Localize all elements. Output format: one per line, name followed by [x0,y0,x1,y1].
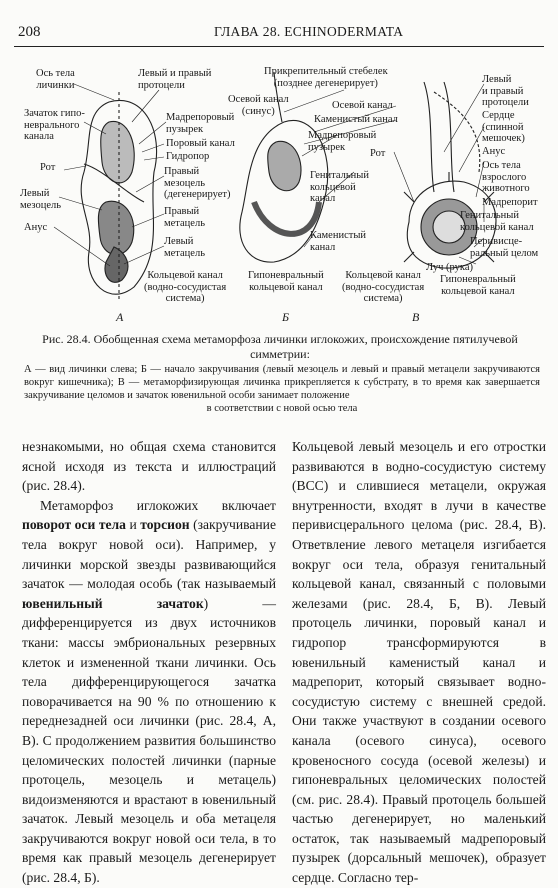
p2-mid: (закручивание тела вокруг новой оси). Например, у личинки морской звезды развивающийся зачаток — молодая особь (так называемый [22,517,276,592]
label-a-zachatok: Зачаток гипо- неврального канала [24,108,85,142]
label-b-giponevralny: Гипоневральный кольцевой канал [248,270,324,293]
label-a-protoceli: Левый и правый протоцели [138,68,212,91]
figure-caption: Рис. 28.4. Обобщенная схема метаморфоза личинки иглокожих, происхождение пятилучевой симметрии: [42,332,518,361]
label-c-rot: Рот [370,148,386,159]
label-c-serdce: Сердце (спинной мешочек) [482,110,525,144]
panel-letter-c: В [412,310,420,324]
panel-letter-b: Б [282,310,290,324]
panel-letter-a: А [116,310,124,324]
header-rule [14,46,544,47]
label-b-madreporovy: Мадрепоровый пузырек [308,130,377,153]
paragraph-1: незнакомыми, но общая схема становится ясной исходя из текста и иллюстраций (рис. 28.4). [22,439,276,494]
label-a-levy-metacel: Левый метацель [164,236,205,259]
label-c-genitalny: Генитальный кольцевой канал [460,210,534,233]
label-b-kamenisty: Каменистый канал [314,114,398,125]
page-number: 208 [18,24,41,40]
label-a-madreporovy: Мадрепоровый пузырек [166,112,235,135]
right-column [292,437,546,888]
p2-end: ) — дифференцируется из двух источников ткани: массы эмбриональных резервных клеток и измененной ткани личинки. Ось тела дифференцирующегося зачатка поворачивается на 90 % по отношению к переднезадней оси личинки (рис. 28.4, А, В). С продолжением развития большинство целомических полостей личинки (парные протоцель, мезоцель и метацель) видоизменяются и врастают в ювенильный зачаток. Левый мезоцель и оба метацеля закручиваются вокруг новой оси тела, в то время как правый мезоцель дегенерирует (рис. 28.4, Б). [22,595,276,886]
p2-start: Метаморфоз иглокожих включает [40,497,276,513]
label-a-porovy: Поровый канал [166,138,235,149]
running-title: ГЛАВА 28. ECHINODERMATA [214,24,404,39]
figure-28-4 [14,52,544,327]
label-a-pravy-metacel: Правый метацель [164,206,205,229]
label-a-levy-mezocel: Левый мезоцель [20,188,62,211]
label-c-giponevralny: Гипоневральный кольцевой канал [440,274,516,297]
label-b-prikrepitelny: Прикрепительный стебелек (позднее дегенерирует) [264,66,388,89]
label-a-os-tela: Ось тела личинки [36,68,75,91]
label-c-os-tela: Ось тела взрослого животного [482,160,530,194]
left-column [22,437,276,888]
label-b-kolcevoy: Кольцевой канал (водно-сосудистая система) [144,270,227,304]
p2-and: и [125,517,141,533]
label-c-levy-pravy: Левый и правый протоцели [482,74,529,108]
label-a-gidropor: Гидропор [166,151,210,162]
label-c-luch: Луч (рука) [426,262,473,273]
label-b-genitalny: Генитальный кольцевой канал [310,170,369,204]
page-header [14,24,544,44]
label-c-madreporit: Мадрепорит [482,197,538,208]
label-a-pravy-mezocel: Правый мезоцель (дегенерирует) [164,166,231,200]
label-c-perivisceralny: Перивисце- ральный целом [470,236,539,259]
label-b-kamenisty2: Каменистый канал [310,230,366,253]
label-a-anus: Анус [24,222,48,233]
paragraph-2 [22,496,276,888]
legend-text: А — вид личинки слева; Б — начало закручивания (левый мезоцель и левый и правый метацели закручиваются вокруг кишечника); В — метаморфизирующая личинка прикрепляется к субстрату, в то время как завершается закручивание целомов и зачаток ювенильной особи занимает положение [24,364,540,401]
term-juvenile: ювенильный зачаток [22,595,204,611]
label-b-osevoy: Осевой канал [332,100,393,111]
term-rotation: поворот оси тела [22,517,126,533]
paragraph-3: Кольцевой левый мезоцель и его отростки развиваются в водно-сосудистую систему (ВСС) и слившиеся метацели, окружая внутренности, входят в лучи в качестве перивисцерального целома (рис. 28.4, В). Ответвление левого метацеля изгибается вокруг оси тела, образуя генитальный кольцевой канал, связанный с половыми железами (рис. 28.4, Б, В). Левый протоцель личинки, поровый канал и гидропор трансформируются в ювенильный каменистый канал и мадрепорит, который связывает водно-сосудистую систему с внешней средой. Они также участвуют в создании осевого канала (осевого синуса), осевого кровеносного сосуда (осевой железы) и гипоневральных целомических полостей (см. рис. 28.4). Правый протоцель большей частью дегенерирует, но маленький остаток, так называемый мадрепоровый пузырек (дорсальный мешочек), образует сердце. Согласно тер- [292,439,546,886]
label-a-rot: Рот [40,162,56,173]
term-torsion: торсион [140,517,190,533]
label-c-anus: Анус [482,146,506,157]
label-b-osevoy-sinus: Осевой канал (синус) [228,94,289,117]
figure-legend [24,363,540,415]
label-c-kolcevoy: Кольцевой канал (водно-сосудистая система) [342,270,425,304]
legend-text-end: в соответствии с новой осью тела [206,403,358,414]
